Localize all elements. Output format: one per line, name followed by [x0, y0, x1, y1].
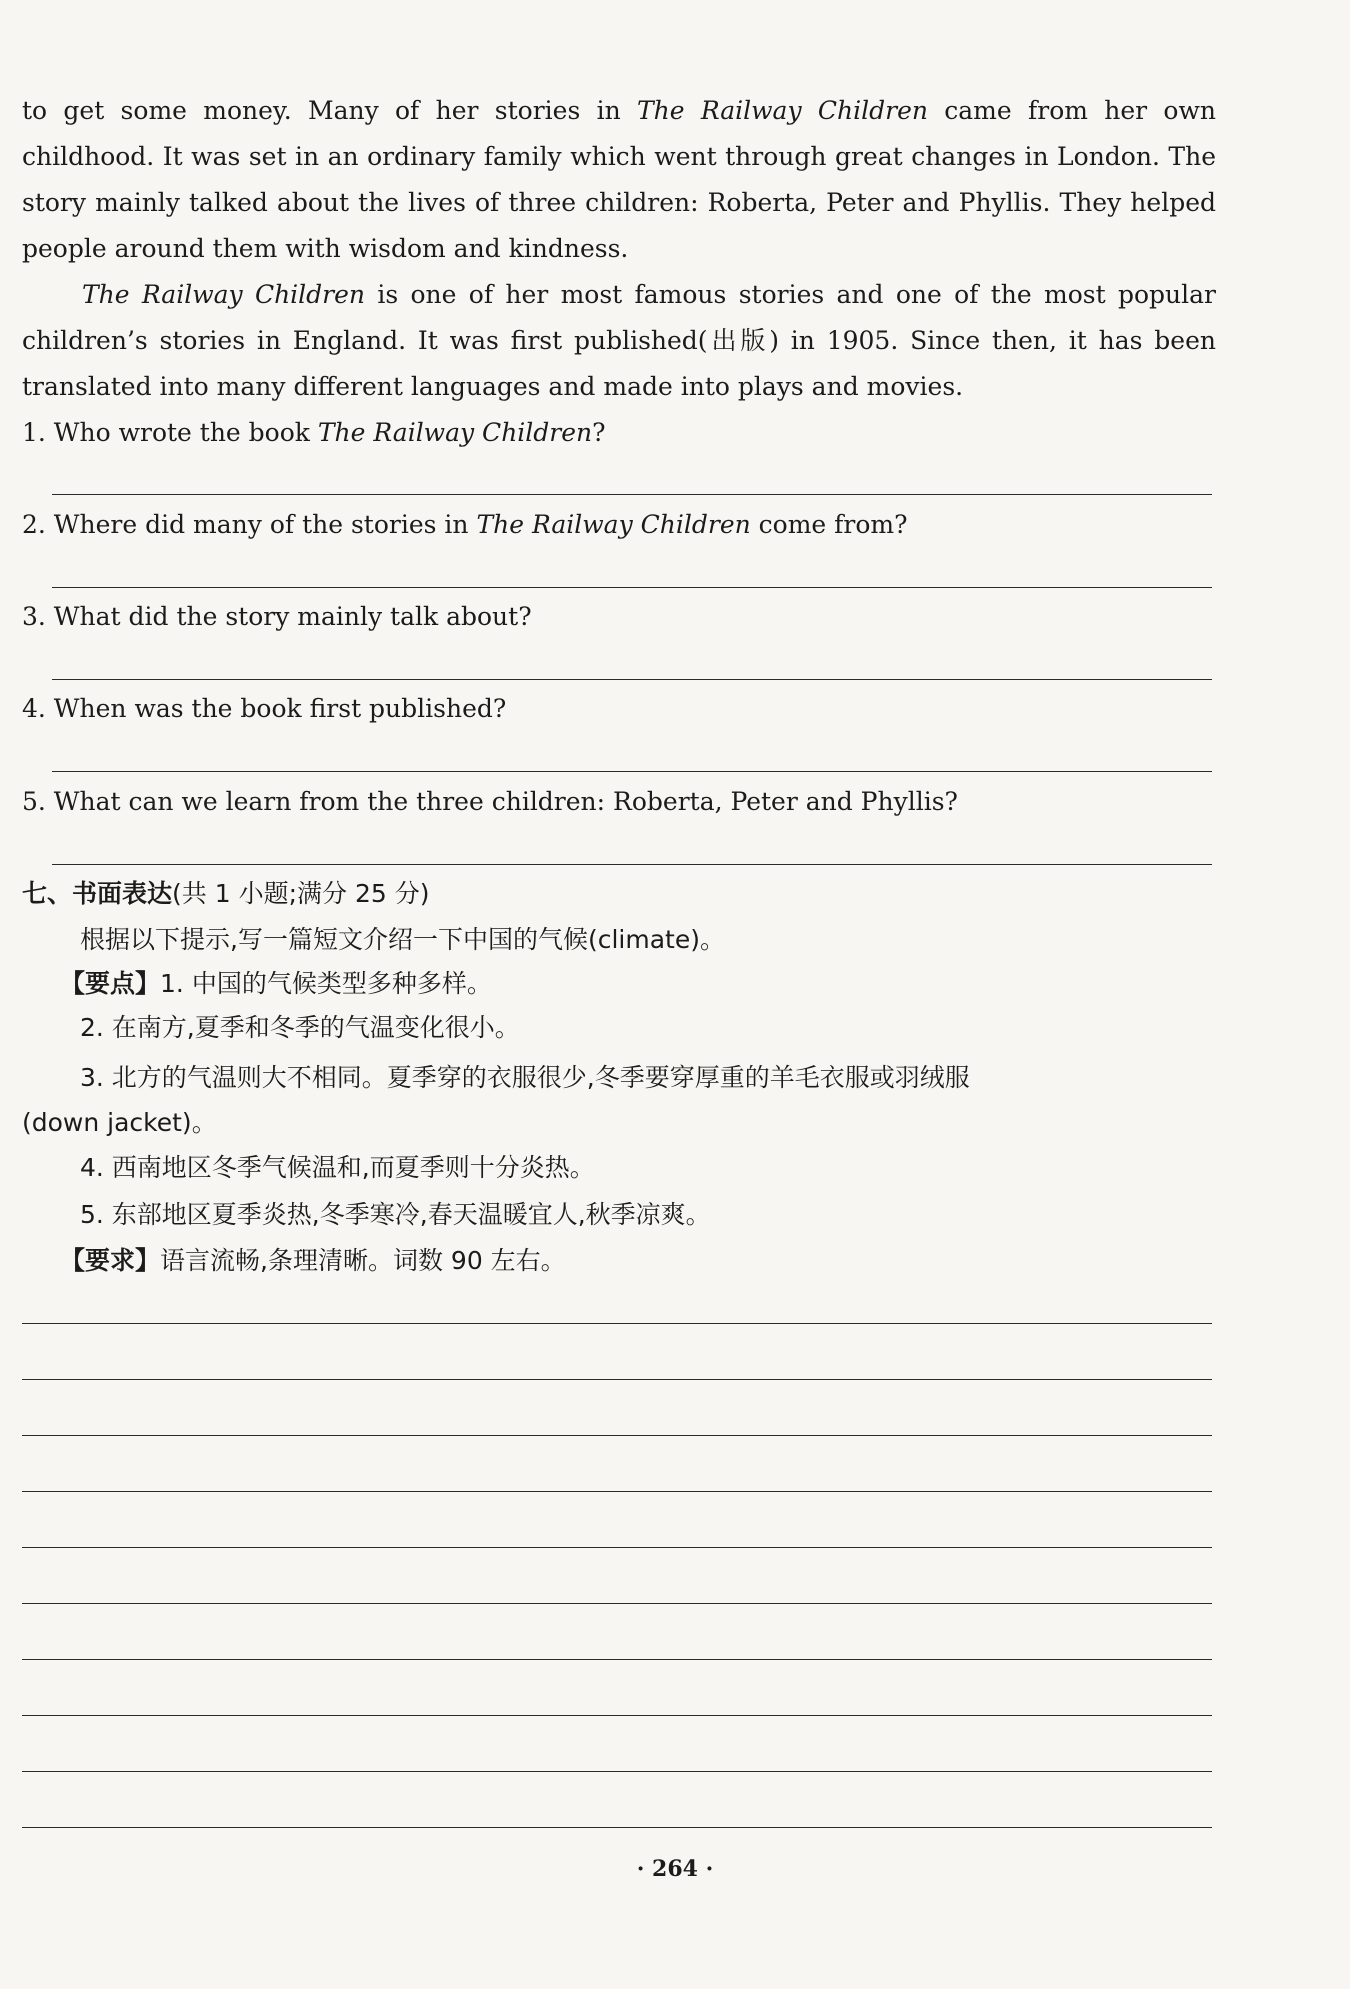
writing-line-2[interactable]	[22, 1379, 1212, 1380]
writing-point-3-continued: (down jacket)。	[22, 1108, 217, 1137]
question-5	[22, 785, 958, 819]
section-heading-label: 七、书面表达	[22, 879, 173, 908]
answer-line-1[interactable]	[52, 494, 1212, 495]
writing-line-5[interactable]	[22, 1547, 1212, 1548]
reading-passage	[22, 88, 1216, 410]
writing-instruction: 根据以下提示,写一篇短文介绍一下中国的气候(climate)。	[80, 925, 725, 954]
question-text: 5. What can we learn from the three children: Roberta, Peter and Phyllis?	[22, 787, 958, 816]
writing-point-4: 4. 西南地区冬季气候温和,而夏季则十分炎热。	[80, 1153, 595, 1182]
point-text: 1. 中国的气候类型多种多样。	[160, 969, 492, 998]
writing-line-4[interactable]	[22, 1491, 1212, 1492]
question-2	[22, 508, 908, 542]
answer-line-2[interactable]	[52, 587, 1212, 588]
passage-text: to get some money. Many of her stories in	[22, 96, 637, 125]
passage-text: is one of her most famous stories and one of the most popular children’s stories in England. It was first published(出版) in 1905. Since then, it has been translated into many different languages and made into plays and movies.	[22, 280, 1216, 401]
section-heading	[22, 876, 429, 912]
question-3	[22, 600, 532, 634]
writing-point-5: 5. 东部地区夏季炎热,冬季寒冷,春天温暖宜人,秋季凉爽。	[80, 1200, 711, 1229]
writing-line-3[interactable]	[22, 1435, 1212, 1436]
question-text: 4. When was the book first published?	[22, 694, 507, 723]
answer-line-3[interactable]	[52, 679, 1212, 680]
writing-point-1	[60, 966, 492, 1002]
writing-point-2: 2. 在南方,夏季和冬季的气温变化很小。	[80, 1013, 520, 1042]
writing-line-1[interactable]	[22, 1323, 1212, 1324]
passage-paragraph-2	[22, 272, 1216, 410]
writing-requirement	[60, 1243, 566, 1279]
section-score: (共 1 小题;满分 25 分)	[172, 879, 430, 908]
question-text: come from?	[750, 510, 908, 539]
requirement-text: 语言流畅,条理清晰。词数 90 左右。	[160, 1246, 566, 1275]
page-number: · 264 ·	[636, 1856, 714, 1882]
question-text: 2. Where did many of the stories in	[22, 510, 477, 539]
book-title: The Railway Children	[476, 510, 751, 539]
writing-line-8[interactable]	[22, 1715, 1212, 1716]
book-title: The Railway Children	[636, 96, 928, 125]
question-text: ?	[592, 418, 606, 447]
writing-line-6[interactable]	[22, 1603, 1212, 1604]
passage-paragraph-1	[22, 88, 1216, 272]
passage-text: came from her own childhood. It was set in an ordinary family which went through great changes in London. The story mainly talked about the lives of three children: Roberta, Peter and Phyllis. They helped people around them with wisdom and kindness.	[22, 96, 1216, 263]
writing-line-7[interactable]	[22, 1659, 1212, 1660]
question-text: 3. What did the story mainly talk about?	[22, 602, 532, 631]
requirement-label: 【要求】	[60, 1246, 161, 1275]
question-text: 1. Who wrote the book	[22, 418, 318, 447]
question-1	[22, 416, 606, 450]
book-title: The Railway Children	[82, 280, 366, 309]
writing-line-10[interactable]	[22, 1827, 1212, 1828]
answer-line-4[interactable]	[52, 771, 1212, 772]
writing-point-3: 3. 北方的气温则大不相同。夏季穿的衣服很少,冬季要穿厚重的羊毛衣服或羽绒服	[80, 1063, 970, 1092]
question-4	[22, 692, 506, 726]
points-label: 【要点】	[60, 969, 161, 998]
book-title: The Railway Children	[317, 418, 593, 447]
writing-line-9[interactable]	[22, 1771, 1212, 1772]
answer-line-5[interactable]	[52, 864, 1212, 865]
